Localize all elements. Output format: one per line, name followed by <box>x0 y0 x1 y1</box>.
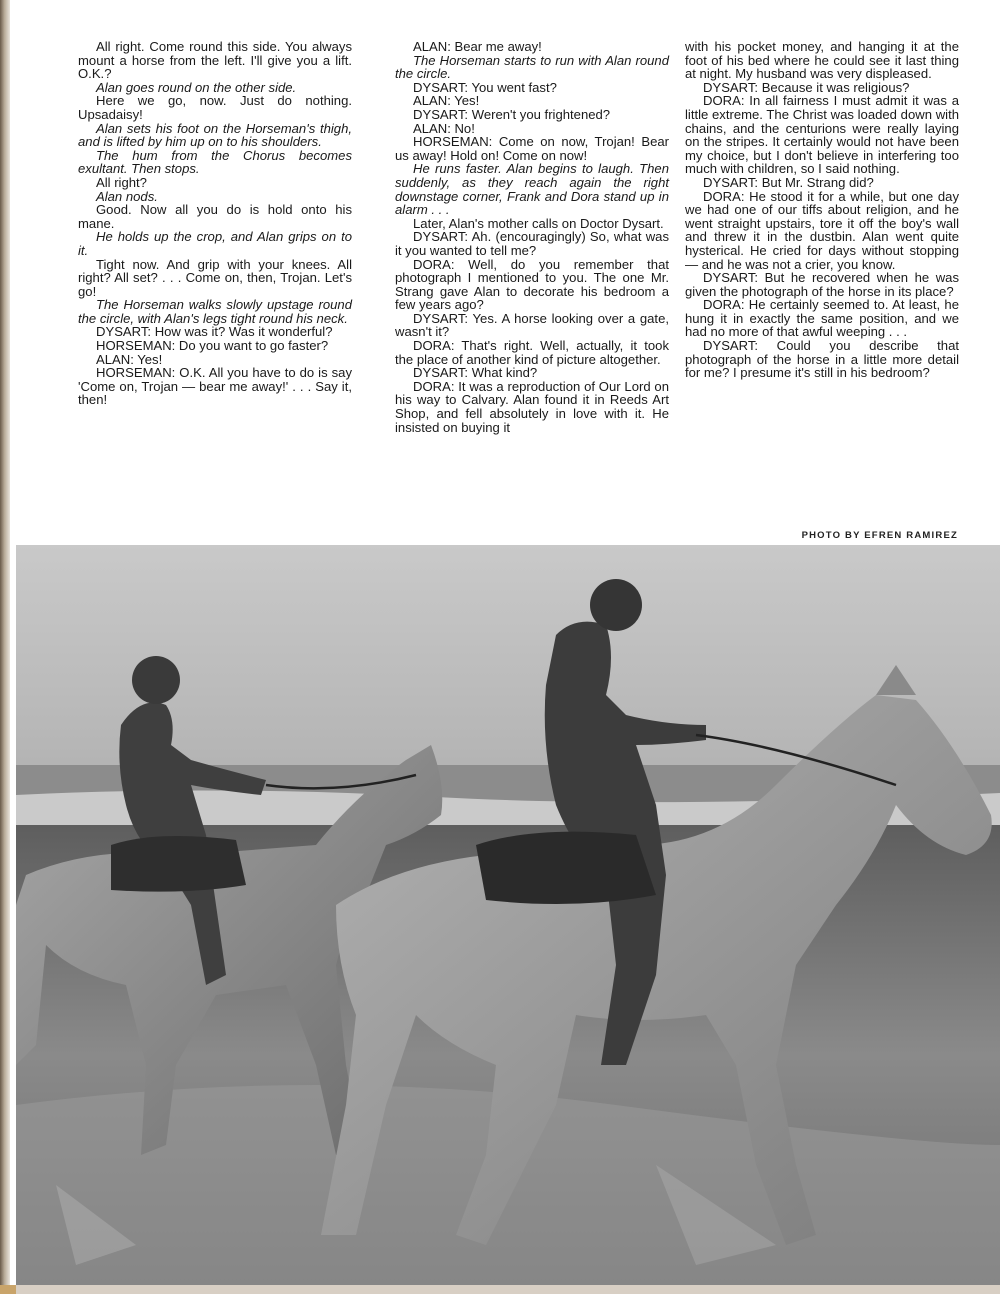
dialogue-paragraph: Here we go, now. Just do nothing. Upsadaisy! <box>78 93 352 122</box>
photo-illustration <box>16 545 1000 1285</box>
dialogue-paragraph: DYSART: Weren't you frightened? <box>413 106 611 122</box>
stage-direction: Alan nods. <box>96 188 158 204</box>
dialogue-paragraph: DYSART: You went fast? <box>413 79 557 95</box>
page-tab-marker <box>0 1285 16 1294</box>
dialogue-paragraph: DORA: Well, do you remember that photograph I mentioned to you. The one Mr. Strang gave Alan to decorate his bedroom a few years ago? <box>395 256 669 313</box>
text-column-3 <box>685 40 959 380</box>
dialogue-paragraph: DYSART: Because it was religious? <box>703 79 910 95</box>
dialogue-paragraph: DYSART: Ah. (encouragingly) So, what was it you wanted to tell me? <box>395 229 669 258</box>
stage-direction: Alan goes round on the other side. <box>96 79 297 95</box>
text-column-2 <box>395 40 669 434</box>
page-bottom-edge <box>0 1285 1000 1294</box>
article-text <box>78 40 970 520</box>
dialogue-paragraph: Later, Alan's mother calls on Doctor Dysart. <box>413 215 664 231</box>
dialogue-paragraph: ALAN: No! <box>413 120 475 136</box>
dialogue-paragraph: Good. Now all you do is hold onto his mane. <box>78 202 352 231</box>
dialogue-paragraph: HORSEMAN: O.K. All you have to do is say 'Come on, Trojan — bear me away!' . . . Say it, then! <box>78 365 352 408</box>
dialogue-paragraph: All right. Come round this side. You always mount a horse from the left. I'll give you a lift. O.K.? <box>78 40 352 82</box>
dialogue-paragraph: HORSEMAN: Do you want to go faster? <box>96 338 329 354</box>
stage-direction: The Horseman walks slowly upstage round the circle, with Alan's legs tight round his neck. <box>78 297 352 326</box>
photo-credit: PHOTO BY EFREN RAMIREZ <box>801 530 958 541</box>
stage-direction: He holds up the crop, and Alan grips on to it. <box>78 229 352 258</box>
page-binding-edge <box>0 0 10 1294</box>
dialogue-paragraph: HORSEMAN: Come on now, Trojan! Bear us away! Hold on! Come on now! <box>395 134 669 163</box>
dialogue-paragraph: DORA: He certainly seemed to. At least, he hung it in exactly the same position, and we had no more of that awful weeping . . . <box>685 297 959 340</box>
dialogue-paragraph: DYSART: What kind? <box>413 365 538 381</box>
dialogue-paragraph: Tight now. And grip with your knees. All right? All set? . . . Come on, then, Trojan. Let's go! <box>78 256 352 299</box>
dialogue-paragraph: ALAN: Bear me away! <box>413 40 542 54</box>
dialogue-paragraph: DORA: It was a reproduction of Our Lord on his way to Calvary. Alan found it in Reeds Art Shop, and fell absolutely in love with it. He insisted on buying it <box>395 378 669 435</box>
stage-direction: The hum from the Chorus becomes exultant. Then stops. <box>78 147 352 177</box>
dialogue-paragraph: DORA: He stood it for a while, but one day we had one of our tiffs about religion, and he went straight upstairs, tore it off the boy's wall and threw it in the dustbin. Alan went quite hysterical. He cried for days without stopping — and he was not a crier, you know. <box>685 188 959 272</box>
dialogue-paragraph: ALAN: Yes! <box>413 93 480 109</box>
dialogue-paragraph: DORA: In all fairness I must admit it was a little extreme. The Christ was loaded down with chains, and the centurions were really laying on the stripes. It certainly would not have been my choice, but I don't believe in interfering too much with children, so I said nothing. <box>685 93 959 177</box>
text-column-1 <box>78 40 352 407</box>
stage-direction: He runs faster. Alan begins to laugh. Then suddenly, as they reach again the right downstage corner, Frank and Dora stand up in alarm . . . <box>395 161 669 218</box>
dialogue-paragraph: with his pocket money, and hanging it at the foot of his bed where he could see it last thing at night. My husband was very displeased. <box>685 40 959 82</box>
beach-riders-photo <box>16 545 1000 1285</box>
stage-direction: The Horseman starts to run with Alan round the circle. <box>395 52 669 82</box>
dialogue-paragraph: DYSART: Yes. A horse looking over a gate, wasn't it? <box>395 310 669 340</box>
stage-direction: Alan sets his foot on the Horseman's thigh, and is lifted by him up on to his shoulders. <box>78 120 352 150</box>
dialogue-paragraph: DYSART: How was it? Was it wonderful? <box>96 324 333 340</box>
dialogue-paragraph: DYSART: But he recovered when he was given the photograph of the horse in its place? <box>685 270 959 299</box>
dialogue-paragraph: DYSART: But Mr. Strang did? <box>703 174 874 190</box>
dialogue-paragraph: DORA: That's right. Well, actually, it took the place of another kind of picture altogether. <box>395 338 669 367</box>
dialogue-paragraph: DYSART: Could you describe that photograph of the horse in a little more detail for me? I presume it's still in his bedroom? <box>685 338 959 381</box>
dialogue-paragraph: All right? <box>96 174 147 190</box>
dialogue-paragraph: ALAN: Yes! <box>96 351 163 367</box>
